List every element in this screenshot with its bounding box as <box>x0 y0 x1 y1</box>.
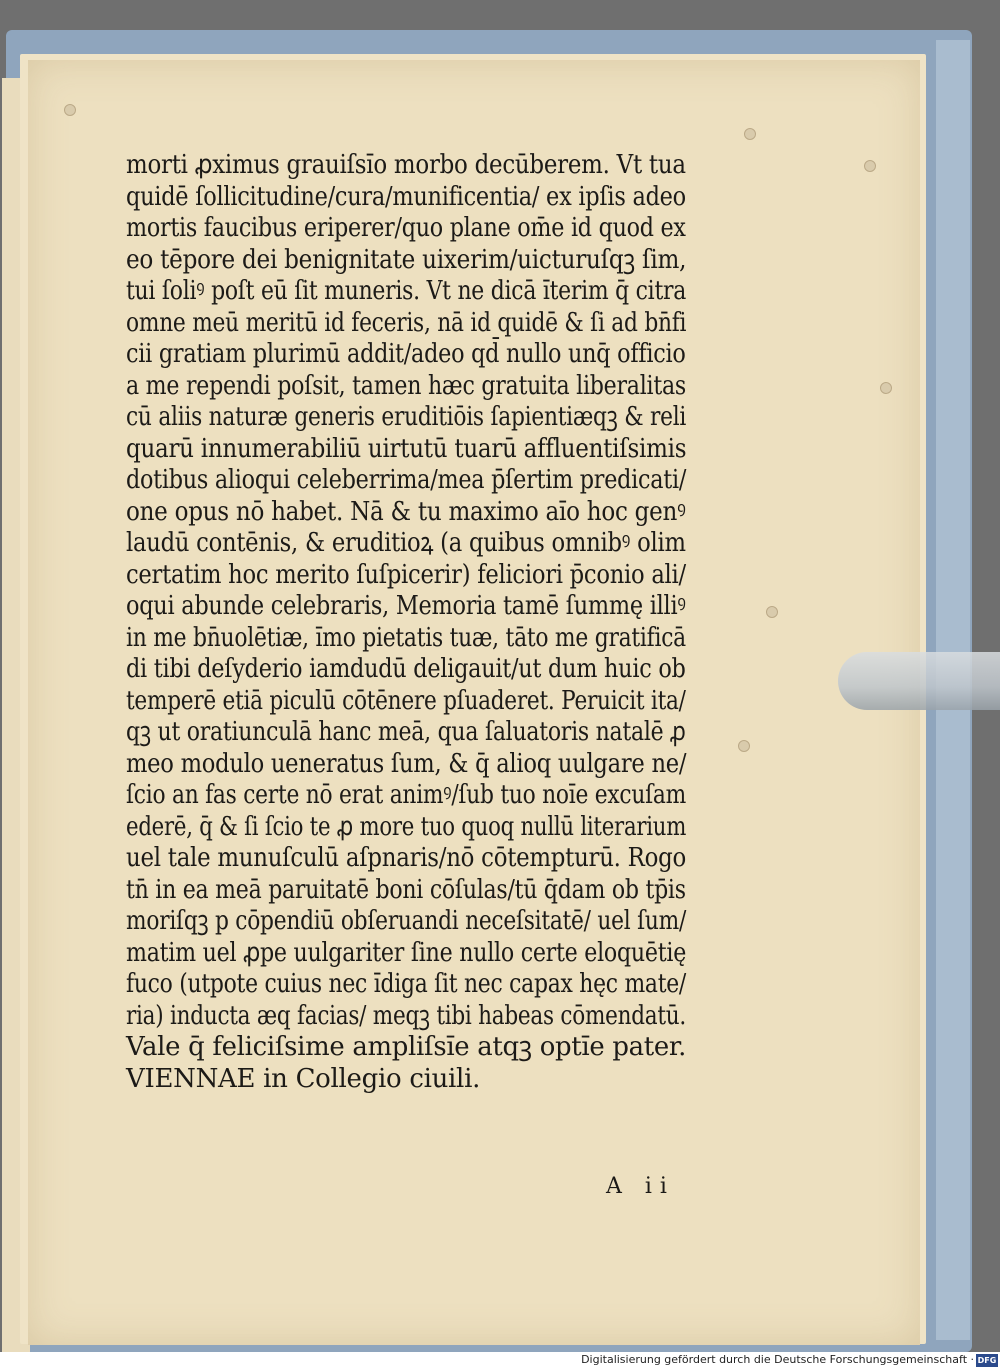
text-line: ederē, q̄ & ſi ſcio te ꝓ more tuo quoq nullū literarium <box>126 811 687 842</box>
page-hole <box>766 606 778 618</box>
page-hole <box>864 160 876 172</box>
text-line: one opus nō habet. Nā & tu maximo aı̄o hoc genꝰ <box>126 496 686 527</box>
text-line: tui ſoliꝰ poſt eū ſit muneris. Vt ne dicā ı̄terim q̄ citra <box>126 276 687 306</box>
page-hole <box>880 382 892 394</box>
page-hole <box>738 740 750 752</box>
text-line: cii gratiam plurimū addit/adeo qd̄ nullo unq̄ officio <box>126 339 686 369</box>
text-line: dotibus alioqui celeberrima/mea p̄ſertim predicati/ <box>126 465 687 495</box>
text-line: ſcio an fas certe nō erat animꝰ/ſub tuo noı̄e excuſam <box>126 780 687 810</box>
text-line: ria) inducta æq facias/ meqꝫ tibi habeas cōmendatū. <box>126 1000 687 1031</box>
text-line: matim uel ꝓpe uulgariter ſine nullo certe eloquētię <box>126 937 687 968</box>
text-line: moriſqꝫ p cōpendiū obſeruandi neceſsitatē/ uel ſum/ <box>126 906 687 936</box>
text-line: mortis faucibus eriperer/quo plane om̄e id quod ex <box>126 213 686 243</box>
text-line: morti ꝓximus grauiſsı̄o morbo decūberem. Vt tua <box>126 150 686 180</box>
text-line: quidē ſollicitudine/cura/munificentia/ ex ipſis adeo <box>126 181 686 212</box>
footer-bar <box>0 1352 1000 1370</box>
text-line: Vale q̄ feliciſsime ampliſsı̄e atqꝫ optı̄e pater. <box>126 1032 687 1062</box>
dfg-logo: DFG <box>977 1356 997 1365</box>
text-line: in me bn̄uolētiæ, ı̄mo pietatis tuæ, tāto me gratificā <box>126 622 686 653</box>
text-line: omne meū meritū id feceris, nā id quidē & ſi ad bn̄fi <box>126 307 687 338</box>
page-hole <box>744 128 756 140</box>
text-line: a me rependi poſsit, tamen hæc gratuita liberalitas <box>126 370 686 401</box>
text-line: quarū innumerabiliū uirtutū tuarū affluentiſsimis <box>126 433 687 464</box>
footer-credit: Digitalisierung gefördert durch die Deutsche Forschungsgemeinschaft · <box>581 1353 974 1366</box>
text-line: di tibi deſyderio iamdudū deligauit/ut dum huic ob <box>126 654 686 684</box>
page-hole <box>64 104 76 116</box>
text-line: certatim hoc merito ſuſpicerir) feliciori p̄conio ali/ <box>126 559 686 590</box>
signature-mark: A ii <box>606 1174 675 1199</box>
plexiglass-clip <box>838 652 1000 710</box>
text-line: fuco (utpote cuius nec ı̄diga ſit nec capax hęc mate/ <box>126 969 687 999</box>
text-line: oqui abunde celebraris, Memoria tamē ſummę illiꝰ <box>126 591 686 621</box>
text-line: qꝫ ut oratiunculā hanc meā, qua ſaluatoris natalē ꝓ <box>126 717 686 747</box>
letter-body <box>126 150 686 1095</box>
text-line: meo modulo ueneratus ſum, & q̄ alioq uulgare ne/ <box>126 748 687 779</box>
text-line: eo tēpore dei benignitate uixerim/uicturuſqꝫ ſim, <box>126 244 687 275</box>
text-line: VIENNAE in Collegio ciuili. <box>126 1063 481 1094</box>
text-line: temperē etiā piculū cōtēnere pſuaderet. Peruicit ita/ <box>126 685 686 716</box>
text-line: laudū contēnis, & eruditioꝝ (a quibus omnibꝰ olim <box>126 528 686 558</box>
text-line: uel tale munuſculū aſpnaris/nō cōtempturū. Rogo <box>126 843 686 873</box>
text-line: cū aliis naturæ generis eruditiōis ſapientiæqꝫ & reli <box>126 402 687 432</box>
text-line: tn̄ in ea meā paruitatē boni cōſulas/tū q̄dam ob tp̄is <box>126 874 686 905</box>
